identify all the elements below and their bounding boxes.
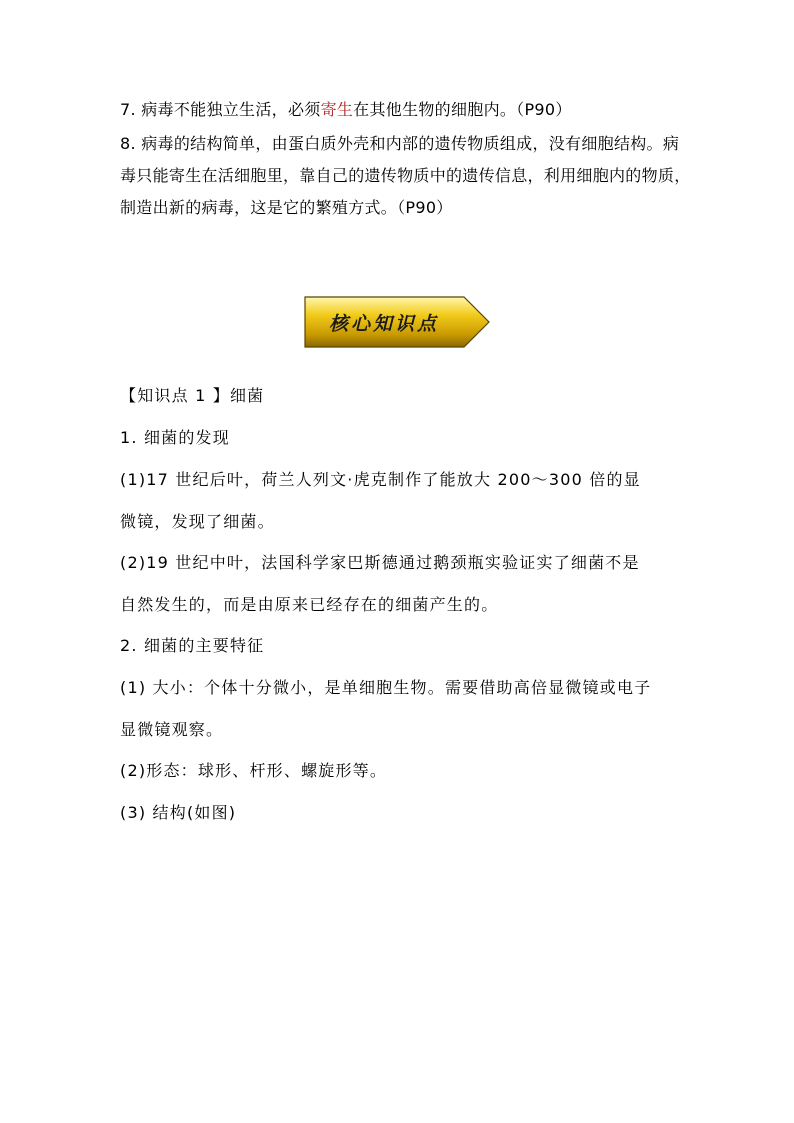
- feature-3: (3) 结构(如图): [120, 803, 237, 822]
- banner-label: 核心知识点: [328, 312, 439, 335]
- item-7-pre: 7. 病毒不能独立生活，必须: [120, 100, 321, 119]
- paragraph-2-line-1: (2)19 世纪中叶，法国科学家巴斯德通过鹅颈瓶实验证实了细菌不是: [120, 553, 640, 572]
- paragraph-1-line-2: 微镜，发现了细菌。: [120, 512, 275, 531]
- item-8-line-3: 制造出新的病毒，这是它的繁殖方式。（P90）: [120, 198, 453, 217]
- feature-2: (2)形态：球形、杆形、螺旋形等。: [120, 761, 388, 780]
- section-1-title: 1. 细菌的发现: [120, 428, 230, 447]
- feature-1-line-2: 显微镜观察。: [120, 720, 224, 739]
- paragraph-1-line-1: (1)17 世纪后叶，荷兰人列文·虎克制作了能放大 200～300 倍的显: [120, 470, 641, 489]
- feature-1-line-1: (1) 大小：个体十分微小，是单细胞生物。需要借助高倍显微镜或电子: [120, 678, 652, 697]
- item-7: [120, 100, 572, 120]
- item-7-highlight: 寄生: [320, 100, 354, 119]
- item-8-line-2: 毒只能寄生在活细胞里，靠自己的遗传物质中的遗传信息，利用细胞内的物质，: [120, 166, 691, 185]
- paragraph-2-line-2: 自然发生的，而是由原来已经存在的细菌产生的。: [120, 595, 499, 614]
- section-2-title: 2. 细菌的主要特征: [120, 636, 265, 655]
- core-knowledge-banner: [304, 296, 490, 348]
- item-7-post: 在其他生物的细胞内。（P90）: [353, 100, 572, 119]
- item-8-line-1: 8. 病毒的结构简单，由蛋白质外壳和内部的遗传物质组成，没有细胞结构。病: [120, 134, 680, 153]
- knowledge-point-heading: 【知识点 1 】细菌: [120, 386, 265, 405]
